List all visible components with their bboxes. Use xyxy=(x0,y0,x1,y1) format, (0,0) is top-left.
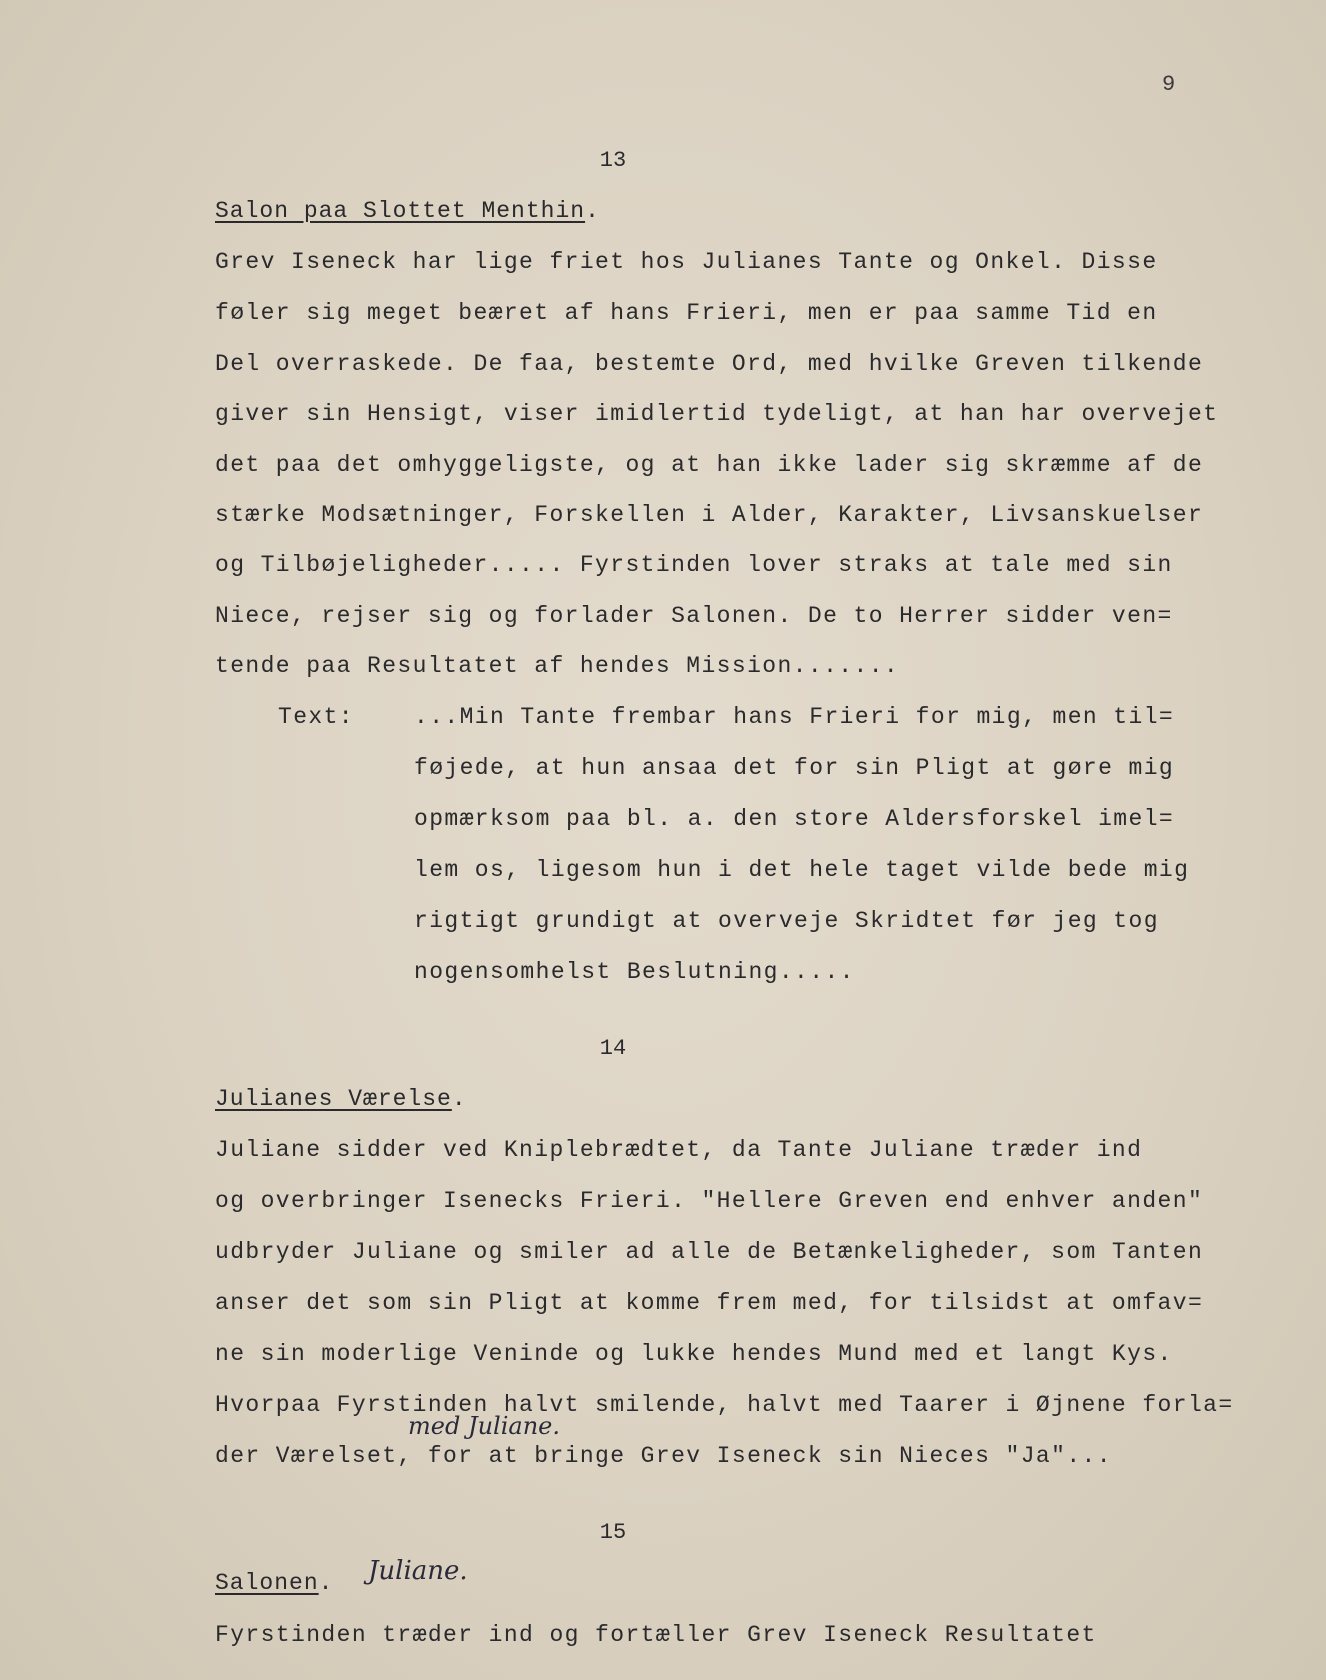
quote-line: føjede, at hun ansaa det for sin Pligt at gøre mig xyxy=(414,755,1175,781)
text-line: og Tilbøjeligheder..... Fyrstinden lover straks at tale med sin xyxy=(215,552,1173,578)
quote-line: lem os, ligesom hun i det hele taget vilde bede mig xyxy=(414,857,1190,883)
scene-number: 14 xyxy=(599,1036,627,1061)
text-line: giver sin Hensigt, viser imidlertid tydeligt, at han har overvejet xyxy=(215,401,1219,427)
text-line: anser det som sin Pligt at komme frem med, for tilsidst at omfav= xyxy=(215,1290,1204,1316)
scene-number: 15 xyxy=(599,1520,627,1545)
quote-line: nogensomhelst Beslutning..... xyxy=(414,959,855,985)
text-line: Grev Iseneck har lige friet hos Julianes Tante og Onkel. Disse xyxy=(215,249,1158,275)
handwritten-note: med Juliane. xyxy=(408,1412,560,1440)
handwritten-note: Juliane. xyxy=(368,1556,468,1586)
text-line: Fyrstinden træder ind og fortæller Grev Iseneck Resultatet xyxy=(215,1622,1097,1648)
text-line: der Værelset, for at bringe Grev Iseneck sin Nieces "Ja"... xyxy=(215,1443,1112,1469)
text-line: Hvorpaa Fyrstinden halvt smilende, halvt med Taarer i Øjnene forla= xyxy=(215,1392,1234,1418)
text-line: ne sin moderlige Veninde og lukke hendes Mund med et langt Kys. xyxy=(215,1341,1173,1367)
scene-heading: Julianes Værelse. xyxy=(215,1086,467,1112)
quote-line: ...Min Tante frembar hans Frieri for mig, men til= xyxy=(414,704,1175,730)
text-line: tende paa Resultatet af hendes Mission....... xyxy=(215,653,900,679)
scene-heading: Salonen. xyxy=(215,1570,334,1596)
quote-label: Text: xyxy=(278,704,355,730)
scene-number: 13 xyxy=(599,148,627,173)
text-line: stærke Modsætninger, Forskellen i Alder, Karakter, Livsanskuelser xyxy=(215,502,1204,528)
page-number: 9 xyxy=(1162,72,1176,97)
text-line: og overbringer Isenecks Frieri. "Hellere Greven end enhver anden" xyxy=(215,1188,1204,1214)
quote-line: opmærksom paa bl. a. den store Aldersforskel imel= xyxy=(414,806,1175,832)
text-line: Niece, rejser sig og forlader Salonen. De to Herrer sidder ven= xyxy=(215,603,1173,629)
text-line: Del overraskede. De faa, bestemte Ord, med hvilke Greven tilkende xyxy=(215,351,1204,377)
text-line: føler sig meget beæret af hans Frieri, men er paa samme Tid en xyxy=(215,300,1158,326)
text-line: Juliane sidder ved Kniplebrædtet, da Tante Juliane træder ind xyxy=(215,1137,1143,1163)
text-line: det paa det omhyggeligste, og at han ikke lader sig skræmme af de xyxy=(215,452,1204,478)
text-line: udbryder Juliane og smiler ad alle de Betænkeligheder, som Tanten xyxy=(215,1239,1204,1265)
scene-heading: Salon paa Slottet Menthin. xyxy=(215,198,600,224)
quote-line: rigtigt grundigt at overveje Skridtet før jeg tog xyxy=(414,908,1159,934)
